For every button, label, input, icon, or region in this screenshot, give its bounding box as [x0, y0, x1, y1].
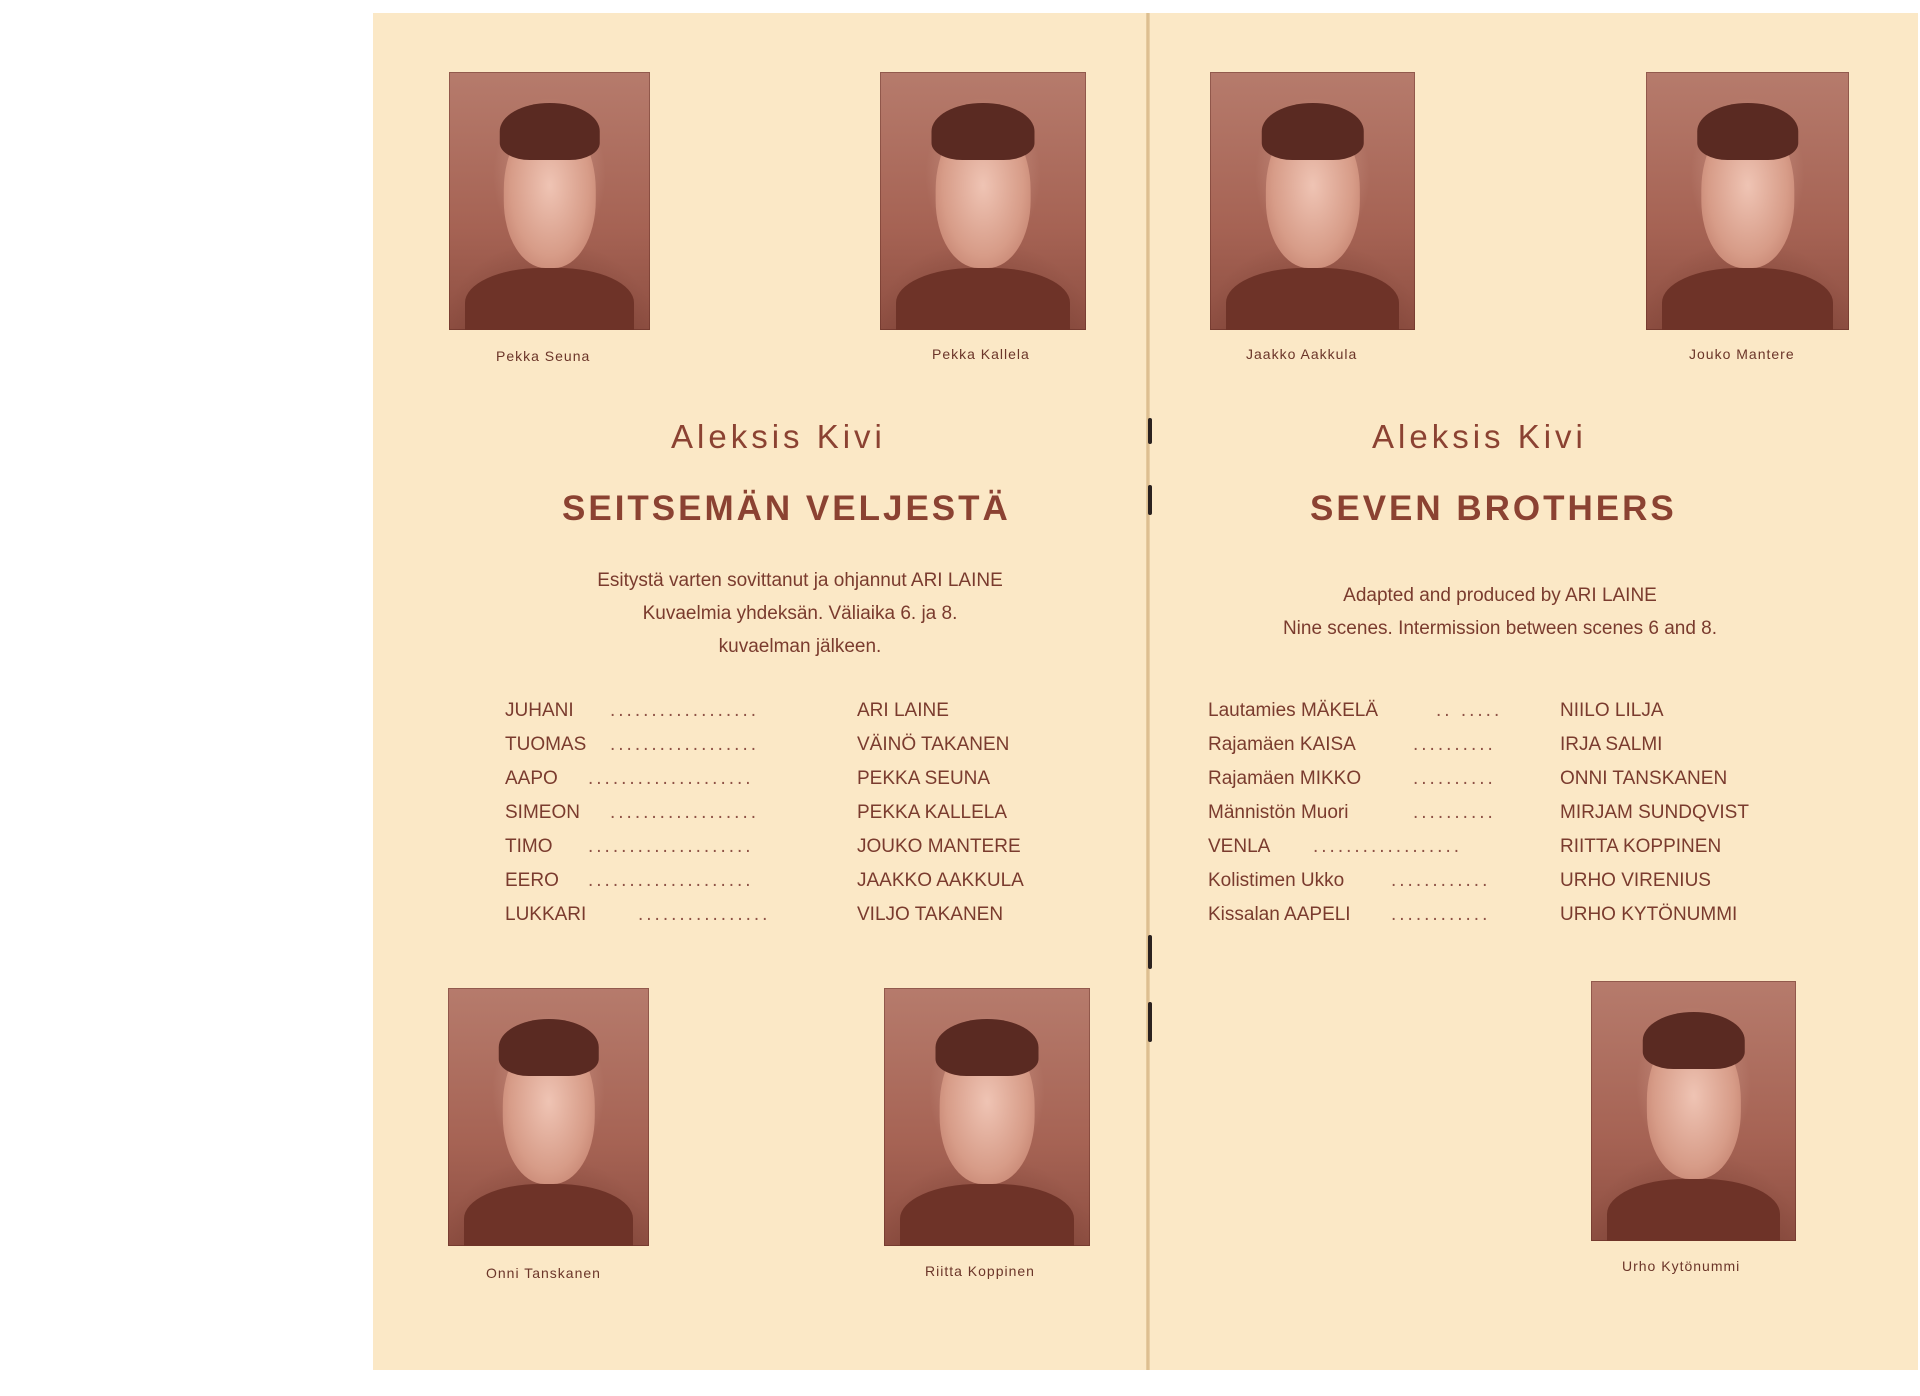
- cast-row: [1208, 870, 1788, 904]
- leader-dots: ..................: [610, 734, 760, 755]
- actor-name: ONNI TANSKANEN: [1560, 768, 1728, 789]
- role-name: JUHANI: [505, 700, 574, 721]
- photo-caption: Riitta Koppinen: [925, 1263, 1035, 1279]
- actor-name: PEKKA KALLELA: [857, 802, 1007, 823]
- cast-row: [1208, 904, 1788, 938]
- actor-name: URHO KYTÖNUMMI: [1560, 904, 1738, 925]
- role-name: AAPO: [505, 768, 558, 789]
- leader-dots: ..........: [1413, 768, 1496, 789]
- author-name: Aleksis Kivi: [1372, 418, 1587, 455]
- leader-dots: ....................: [588, 768, 754, 789]
- role-name: Kissalan AAPELI: [1208, 904, 1351, 925]
- photo-caption: Urho Kytönummi: [1622, 1258, 1741, 1274]
- portrait-photo: [1646, 72, 1849, 330]
- booklet-spine: [1146, 13, 1150, 1370]
- photo-caption: Jaakko Aakkula: [1246, 346, 1358, 362]
- cast-row: [1208, 836, 1788, 870]
- note-line: Adapted and produced by ARI LAINE: [1343, 585, 1657, 606]
- staple-mark: [1148, 485, 1152, 515]
- role-name: EERO: [505, 870, 559, 891]
- note-line: kuvaelman jälkeen.: [718, 636, 882, 657]
- role-name: LUKKARI: [505, 904, 587, 925]
- leader-dots: ....................: [588, 836, 754, 857]
- actor-name: VILJO TAKANEN: [857, 904, 1004, 925]
- role-name: SIMEON: [505, 802, 580, 823]
- role-name: TUOMAS: [505, 734, 587, 755]
- actor-name: IRJA SALMI: [1560, 734, 1663, 755]
- actor-name: JAAKKO AAKKULA: [857, 870, 1024, 891]
- author-name: Aleksis Kivi: [671, 418, 886, 455]
- cast-row: [1208, 768, 1788, 802]
- staple-mark: [1148, 1002, 1152, 1042]
- actor-name: ARI LAINE: [857, 700, 949, 721]
- role-name: Rajamäen MIKKO: [1208, 768, 1362, 789]
- leader-dots: ..................: [1313, 836, 1463, 857]
- portrait-photo: [1591, 981, 1796, 1241]
- photo-caption: Pekka Seuna: [496, 348, 591, 364]
- portrait-photo: [449, 72, 650, 330]
- cast-row: [1208, 734, 1788, 768]
- actor-name: JOUKO MANTERE: [857, 836, 1021, 857]
- leader-dots: ....................: [588, 870, 754, 891]
- leader-dots: ................: [638, 904, 771, 925]
- role-name: Lautamies MÄKELÄ: [1208, 700, 1379, 721]
- role-name: VENLA: [1208, 836, 1271, 857]
- leader-dots: ..................: [610, 700, 760, 721]
- leader-dots: ............: [1391, 904, 1491, 925]
- cast-row: [505, 700, 1065, 734]
- role-name: Kolistimen Ukko: [1208, 870, 1345, 891]
- photo-caption: Onni Tanskanen: [486, 1265, 601, 1281]
- portrait-photo: [880, 72, 1086, 330]
- actor-name: PEKKA SEUNA: [857, 768, 991, 789]
- leader-dots: .. .....: [1436, 700, 1503, 721]
- cast-row: [505, 904, 1065, 938]
- cast-row: [505, 802, 1065, 836]
- note-line: Nine scenes. Intermission between scenes 6 and 8.: [1282, 618, 1718, 639]
- actor-name: MIRJAM SUNDQVIST: [1560, 802, 1749, 823]
- photo-caption: Jouko Mantere: [1689, 346, 1795, 362]
- production-note: [500, 564, 1100, 663]
- play-title: SEVEN BROTHERS: [1310, 489, 1677, 528]
- role-name: Rajamäen KAISA: [1208, 734, 1356, 755]
- leader-dots: ..........: [1413, 802, 1496, 823]
- cast-list: [1208, 700, 1788, 938]
- cast-row: [505, 734, 1065, 768]
- portrait-photo: [884, 988, 1090, 1246]
- role-name: Männistön Muori: [1208, 802, 1349, 823]
- actor-name: VÄINÖ TAKANEN: [857, 734, 1010, 755]
- cast-row: [505, 768, 1065, 802]
- staple-mark: [1148, 935, 1152, 969]
- cast-list: [505, 700, 1065, 938]
- cast-row: [505, 870, 1065, 904]
- actor-name: NIILO LILJA: [1560, 700, 1664, 721]
- role-name: TIMO: [505, 836, 553, 857]
- production-note: [1200, 579, 1800, 645]
- photo-caption: Pekka Kallela: [932, 346, 1030, 362]
- note-line: Kuvaelmia yhdeksän. Väliaika 6. ja 8.: [642, 603, 958, 624]
- play-title: SEITSEMÄN VELJESTÄ: [562, 489, 1011, 528]
- leader-dots: ............: [1391, 870, 1491, 891]
- staple-mark: [1148, 418, 1152, 444]
- note-line: Esitystä varten sovittanut ja ohjannut ARI LAINE: [597, 570, 1003, 591]
- portrait-photo: [448, 988, 649, 1246]
- actor-name: RIITTA KOPPINEN: [1560, 836, 1722, 857]
- portrait-photo: [1210, 72, 1415, 330]
- cast-row: [505, 836, 1065, 870]
- actor-name: URHO VIRENIUS: [1560, 870, 1711, 891]
- cast-row: [1208, 700, 1788, 734]
- cast-row: [1208, 802, 1788, 836]
- leader-dots: ..................: [610, 802, 760, 823]
- leader-dots: ..........: [1413, 734, 1496, 755]
